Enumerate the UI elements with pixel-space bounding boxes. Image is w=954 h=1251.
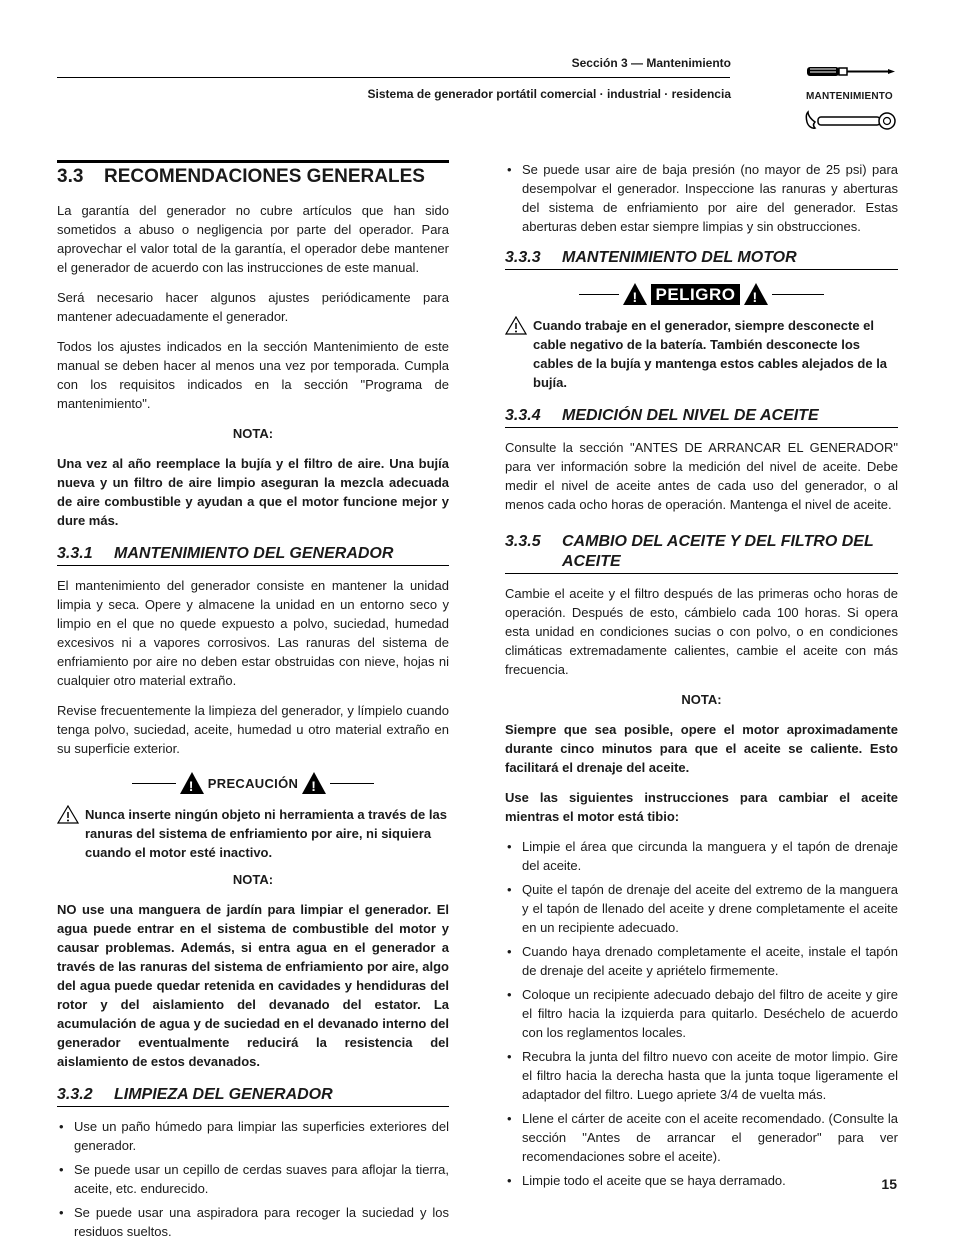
- note-label: NOTA:: [232, 426, 274, 441]
- section-3-3-heading: 3.3 RECOMENDACIONES GENERALES: [57, 160, 449, 191]
- note-text: Una vez al año reemplace la bujía y el filtro de aire. Una bujía nueva y un filtro de aire limpio aseguran la mezcla adecuada de aire combustible y ayudan a que el motor funcione mejor y dure más.: [57, 456, 449, 528]
- warning-triangle-icon: [180, 772, 204, 794]
- danger-banner: [505, 280, 898, 308]
- section-3-3-5-heading: 3.3.5 CAMBIO DEL ACEITE Y DEL FILTRO DEL ACEITE: [505, 532, 898, 574]
- maintenance-label: MANTENIMIENTO: [806, 91, 893, 102]
- oil-change-steps: [505, 837, 898, 1190]
- cleaning-list: [57, 1117, 449, 1241]
- warning-triangle-icon: [302, 772, 326, 794]
- warning-triangle-icon: [744, 283, 768, 305]
- list-item: • Cuando haya drenado completamente el aceite, instale el tapón de drenaje del aceite y apriételo firmemente.: [505, 942, 898, 980]
- warning-triangle-icon: [623, 283, 647, 305]
- caution-banner: [57, 769, 449, 797]
- section-3-3-3-heading: 3.3.3 MANTENIMIENTO DEL MOTOR: [505, 248, 898, 270]
- paragraph: Revise frecuentemente la limpieza del generador, y límpielo cuando tenga polvo, suciedad, aceite, humedad u otro material extraño en su superficie exterior.: [57, 703, 449, 756]
- right-column: [505, 160, 898, 1200]
- caution-message: Nunca inserte ningún objeto ni herramienta a través de las ranuras del sistema de enfriamiento por aire, ni siquiera cuando el motor esté inactivo.: [57, 805, 449, 862]
- list-item: • Se puede usar aire de baja presión (no mayor de 25 psi) para desempolvar el generador. Inspeccione las ranuras y aberturas del sistema de enfriamiento por aire del generador. Estas aberturas deben estar siempre limpias y sin obstrucciones.: [505, 160, 898, 236]
- list-item: • Quite el tapón de drenaje del aceite del extremo de la manguera y el tapón de llenado del aceite y drene completamente el aceite en un recipiente adecuado.: [505, 880, 898, 937]
- paragraph: Todos los ajustes indicados en la sección Mantenimiento de este manual se deben hacer al menos una vez por temporada. Cumpla con los requisitos indicados en la sección "Programa de mantenimiento".: [57, 339, 449, 411]
- note-text: Siempre que sea posible, opere el motor aproximadamente durante cinco minutos para que el aceite se caliente. Esto facilitará el drenaje del aceite.: [505, 722, 898, 775]
- section-3-3-2-heading: 3.3.2 LIMPIEZA DEL GENERADOR: [57, 1085, 449, 1107]
- paragraph: Será necesario hacer algunos ajustes periódicamente para mantener adecuadamente el generador.: [57, 290, 449, 324]
- paragraph: El mantenimiento del generador consiste en mantener la unidad limpia y seca. Opere y almacene la unidad en un entorno seco y limpio en el que no quede expuesto a polvo, suciedad, humedad excesivos ni a vapores corrosivos. Las ranuras del sistema de enfriamiento por aire no deben estar obstruidas con nieve, hojas ni cualquier otro material extraño.: [57, 578, 449, 688]
- list-item: • Limpie el área que circunda la manguera y el tapón de drenaje del aceite.: [505, 837, 898, 875]
- danger-message: Cuando trabaje en el generador, siempre desconecte el cable negativo de la batería. También desconecte los cables de la bujía y mantenga estos cables alejados de la bujía.: [505, 316, 898, 392]
- header-section: Sección 3 — Mantenimiento: [571, 56, 731, 70]
- header-rule: [57, 77, 730, 78]
- list-item: • Coloque un recipiente adecuado debajo del filtro de aceite y gire el filtro hacia la izquierda para quitarlo. Deséchelo de acuerdo con los reglamentos locales.: [505, 985, 898, 1042]
- danger-word: PELIGRO: [651, 284, 739, 305]
- note-label: NOTA:: [232, 872, 274, 887]
- instructions-intro: Use las siguientes instrucciones para cambiar el aceite mientras el motor está tibio:: [505, 790, 898, 824]
- list-item: • Se puede usar una aspiradora para recoger la suciedad y los residuos sueltos.: [57, 1203, 449, 1241]
- list-item: • Recubra la junta del filtro nuevo con aceite de motor limpio. Gire el filtro hacia la derecha hasta que la junta toque ligeramente el adaptador del filtro. Luego apriete 3/4 de vuelta más.: [505, 1047, 898, 1104]
- cleaning-list-continued: [505, 160, 898, 236]
- warning-outline-icon: [57, 805, 85, 862]
- screwdriver-icon: [807, 67, 895, 76]
- paragraph: La garantía del generador no cubre artículos que han sido sometidos a abuso o negligencia por parte del operador. Para aprovechar el valor total de la garantía, el operador debe mantener el generador de acuerdo con las instrucciones de este manual.: [57, 203, 449, 275]
- paragraph: Consulte la sección "ANTES DE ARRANCAR EL GENERADOR" para ver información sobre la medición del nivel de aceite. Debe medir el nivel de aceite antes de cada uso del generador, o al menos cada ocho horas de operación. Mantenga el nivel de aceite.: [505, 440, 898, 512]
- warning-outline-icon: [505, 316, 533, 392]
- list-item: • Llene el cárter de aceite con el aceite recomendado. (Consulte la sección "Antes de arrancar el generador" para ver recomendaciones sobre el aceite).: [505, 1109, 898, 1166]
- list-item: • Se puede usar un cepillo de cerdas suaves para aflojar la tierra, aceite, etc. endurecido.: [57, 1160, 449, 1198]
- list-item: • Use un paño húmedo para limpiar las superficies exteriores del generador.: [57, 1117, 449, 1155]
- left-column: [57, 160, 449, 1251]
- wrench-icon: [806, 112, 895, 129]
- header-subtitle: Sistema de generador portátil comercial · industrial · residencia: [367, 87, 731, 101]
- section-3-3-1-heading: 3.3.1 MANTENIMIENTO DEL GENERADOR: [57, 544, 449, 566]
- page-number: 15: [881, 1176, 897, 1192]
- list-item: • Limpie todo el aceite que se haya derramado.: [505, 1171, 898, 1190]
- note-label: NOTA:: [681, 692, 722, 707]
- note-text: NO use una manguera de jardín para limpiar el generador. El agua puede entrar en el sistema de combustible del motor y causar problemas. Además, si entra agua en el generador a través de las ranuras del sistema de enfriamiento por aire, algo del agua puede quedar retenida en cavidades y hendiduras del rotor y del aislamiento del devanado del estator. La acumulación de agua y de suciedad en el devanado interno del generador eventualmente reducirá la resistencia del aislamiento de estos devanados.: [57, 902, 449, 1069]
- paragraph: Cambie el aceite y el filtro después de las primeras ocho horas de operación. Después de esto, cámbielo cada 100 horas. Si opera esta unidad en condiciones sucias o con polvo, o en condiciones climáticas extremadamente calientes, cambie el aceite con más frecuencia.: [505, 586, 898, 677]
- caution-word: PRECAUCIÓN: [207, 775, 299, 791]
- section-3-3-4-heading: 3.3.4 MEDICIÓN DEL NIVEL DE ACEITE: [505, 406, 898, 428]
